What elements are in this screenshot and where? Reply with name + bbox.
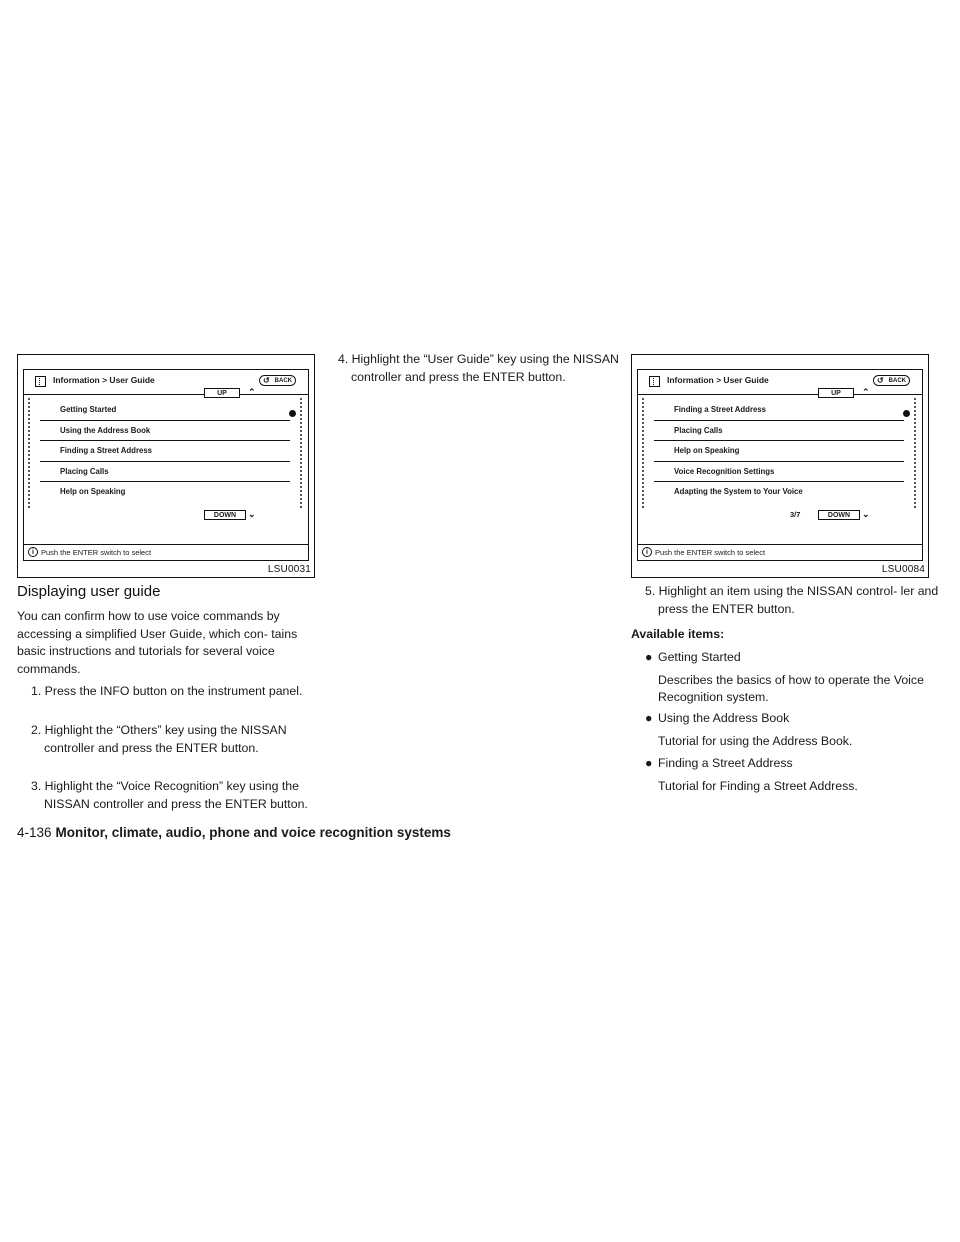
- bullet-title: Finding a Street Address: [658, 756, 793, 770]
- left-scale-decoration: [642, 398, 650, 508]
- menu-item-help-on-speaking[interactable]: Help on Speaking: [654, 441, 904, 462]
- step-3: 3. Highlight the “Voice Recognition” key using the NISSAN controller and press the ENTER button.: [31, 779, 308, 811]
- screen-title: Information > User Guide: [53, 375, 155, 385]
- back-button[interactable]: ↺ BACK: [259, 375, 296, 386]
- info-icon: i: [28, 547, 38, 557]
- bullet-finding-street-address: [645, 755, 930, 795]
- back-arrow-icon: ↺: [877, 376, 884, 385]
- screen-header: [638, 370, 922, 395]
- screen-footer: [638, 544, 922, 560]
- bullet-using-address-book: [645, 710, 930, 750]
- figure-user-guide-screen-2: [631, 354, 929, 578]
- menu-item-finding-street-address[interactable]: Finding a Street Address: [654, 400, 904, 421]
- left-scale-decoration: [28, 398, 36, 508]
- figure-user-guide-screen-1: [17, 354, 315, 578]
- display-screen: [637, 369, 923, 561]
- page-footer: [17, 825, 451, 840]
- menu-icon: [649, 376, 660, 387]
- footer-hint: Push the ENTER switch to select: [41, 548, 152, 557]
- step-4: 4. Highlight the “User Guide” key using the NISSAN controller and press the ENTER button.: [338, 352, 619, 384]
- bullet-desc: Describes the basics of how to operate the Voice Recognition system.: [658, 672, 924, 704]
- down-button[interactable]: DOWN: [204, 510, 246, 520]
- step-5: 5. Highlight an item using the NISSAN control- ler and press the ENTER button.: [645, 584, 939, 616]
- screen-header: [24, 370, 308, 395]
- figure-code: LSU0031: [267, 564, 311, 575]
- scroll-position-indicator: [289, 410, 296, 417]
- menu-list: [654, 400, 904, 504]
- display-screen: [23, 369, 309, 561]
- menu-icon: [35, 376, 46, 387]
- up-button[interactable]: UP: [204, 388, 240, 398]
- menu-item-placing-calls[interactable]: Placing Calls: [40, 462, 290, 483]
- footer-hint: Push the ENTER switch to select: [655, 548, 766, 557]
- intro-paragraph: You can confirm how to use voice commands by accessing a simplified User Guide, which con- tains basic instructions and tutorials for several voice commands.: [17, 609, 298, 676]
- menu-item-placing-calls[interactable]: Placing Calls: [654, 421, 904, 442]
- info-icon: i: [642, 547, 652, 557]
- down-button[interactable]: DOWN: [818, 510, 860, 520]
- bullet-getting-started: [645, 649, 930, 707]
- menu-item-getting-started[interactable]: Getting Started: [40, 400, 290, 421]
- screen-title: Information > User Guide: [667, 375, 769, 385]
- step-1: 1. Press the INFO button on the instrument panel.: [31, 684, 303, 698]
- chevron-down-icon: ⌄: [862, 509, 870, 519]
- bullet-icon: ●: [645, 756, 653, 770]
- menu-list: [40, 400, 290, 504]
- chapter-title: Monitor, climate, audio, phone and voice recognition systems: [55, 825, 451, 840]
- menu-item-voice-recognition-settings[interactable]: Voice Recognition Settings: [654, 462, 904, 483]
- page-indicator: 3/7: [790, 510, 801, 519]
- menu-item-finding-street-address[interactable]: Finding a Street Address: [40, 441, 290, 462]
- figure-code: LSU0084: [881, 564, 925, 575]
- up-button[interactable]: UP: [818, 388, 854, 398]
- menu-item-using-address-book[interactable]: Using the Address Book: [40, 421, 290, 442]
- chevron-down-icon: ⌄: [248, 509, 256, 519]
- section-heading: Displaying user guide: [17, 583, 161, 600]
- menu-item-adapting-system[interactable]: Adapting the System to Your Voice: [674, 487, 803, 496]
- back-arrow-icon: ↺: [263, 376, 270, 385]
- scroll-position-indicator: [903, 410, 910, 417]
- screen-footer: [24, 544, 308, 560]
- bullet-title: Using the Address Book: [658, 711, 790, 725]
- step-2: 2. Highlight the “Others” key using the NISSAN controller and press the ENTER button.: [31, 723, 287, 755]
- page-number: 4-136: [17, 825, 52, 840]
- bullet-title: Getting Started: [658, 650, 741, 664]
- bullet-icon: ●: [645, 711, 653, 725]
- back-button[interactable]: ↺ BACK: [873, 375, 910, 386]
- chevron-up-icon: ⌃: [862, 387, 870, 397]
- bullet-icon: ●: [645, 650, 653, 664]
- bullet-desc: Tutorial for Finding a Street Address.: [658, 778, 858, 793]
- bullet-desc: Tutorial for using the Address Book.: [658, 733, 853, 748]
- available-items-label: Available items:: [631, 627, 725, 641]
- menu-item-help-on-speaking[interactable]: Help on Speaking: [60, 487, 126, 496]
- chevron-up-icon: ⌃: [248, 387, 256, 397]
